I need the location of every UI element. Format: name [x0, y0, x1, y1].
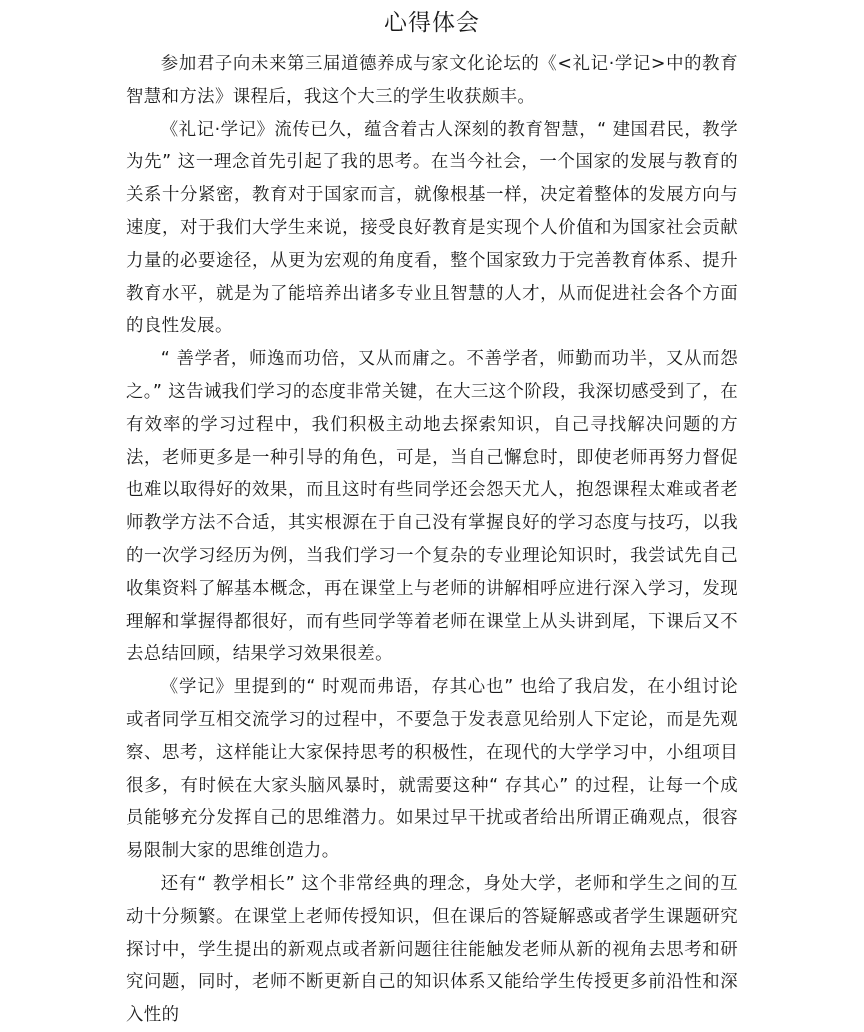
paragraph-observe-think: 《学记》里提到的“ 时观而弗语，存其心也” 也给了我启发，在小组讨论或者同学互相交流学习的过程中，不要急于发表意见给别人下定论，而是先观察、思考，这样能让大家保持思考的积极性，在现代的大学学习中，小组项目很多，有时候在大家头脑风暴时，就需要这种“ 存其心” 的过程，让每一个成员能够充分发挥自己的思维潜力。如果过早干扰或者给出所谓正确观点，很容易限制大家的思维创造力。 — [126, 677, 738, 862]
paragraph-learning-attitude: “ 善学者，师逸而功倍，又从而庸之。不善学者，师勤而功半，又从而怨之。” 这告诫我们学习的态度非常关键，在大三这个阶段，我深切感受到了，在有效率的学习过程中，我们积极主动地去探索知识，自己寻找解决问题的方法，老师更多是一种引导的角色，可是，当自己懈怠时，即使老师再努力督促也难以取得好的效果，而且这时有些同学还会怨天尤人，抱怨课程太难或者老师教学方法不合适，其实根源在于自己没有掌握良好的学习态度与技巧，以我的一次学习经历为例，当我们学习一个复杂的专业理论知识时，我尝试先自己收集资料了解基本概念，再在课堂上与老师的讲解相呼应进行深入学习，发现理解和掌握得都很好，而有些同学等着老师在课堂上从头讲到尾，下课后又不去总结回顾，结果学习效果很差。 — [126, 349, 738, 665]
page-title: 心得体会 — [384, 10, 480, 36]
paragraph-teaching-learning: 还有“ 教学相长” 这个非常经典的理念，身处大学，老师和学生之间的互动十分频繁。在课堂上老师传授知识，但在课后的答疑解惑或者学生课题研究探讨中，学生提出的新观点或者新问题往往能触发老师从新的视角去思考和研究问题，同时，老师不断更新自己的知识体系又能给学生传授更多前沿性和深入性的 — [126, 873, 738, 1026]
paragraph-course-intro: 参加君子向未来第三届道德养成与家文化论坛的《<礼记·学记>中的教育智慧和方法》课程后，我这个大三的学生收获颇丰。 — [126, 54, 738, 107]
paragraph-education-first: 《礼记·学记》流传已久，蕴含着古人深刻的教育智慧，“ 建国君民，教学为先” 这一理念首先引起了我的思考。在当今社会，一个国家的发展与教育的关系十分紧密，教育对于国家而言，就像根基一样，决定着整体的发展方向与速度，对于我们大学生来说，接受良好教育是实现个人价值和为国家社会贡献力量的必要途径，从更为宏观的角度看，整个国家致力于完善教育体系、提升教育水平，就是为了能培养出诸多专业且智慧的人才，从而促进社会各个方面的良性发展。 — [126, 119, 738, 337]
